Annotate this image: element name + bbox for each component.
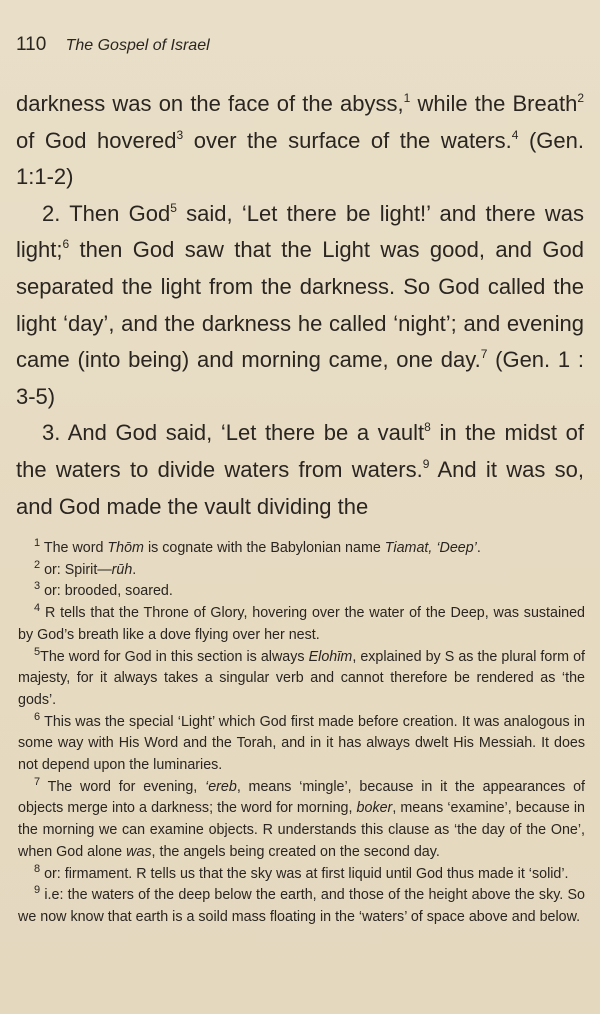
text-run: is cognate with the Babylonian name [143,540,385,556]
footnote-5 [18,647,585,712]
text-run: ‘Deep’ [436,540,477,556]
text-run: i.e: the waters of the deep below the earth, and those of the height above the sky. So we now know that earth is a soild mass floating in the ‘waters’ of space above and below. [18,887,585,925]
footnote-mark: 9 [34,884,41,897]
text-run: then God saw that the Light was good, and God separated the light from the darkness. So God called the light ‘day’, and the darkness he called ‘night’; and evening came (into being) and morning came, one day. [16,237,584,373]
text-run: said, ‘Let there be light!’ and there was light; [16,200,584,263]
footnote-mark: 3 [34,580,41,593]
footnote-4 [18,603,585,646]
footnote-1 [18,538,585,560]
text-run: And it was so, and God made the vault dividing the [16,456,585,519]
footnote-8 [18,864,585,886]
main-text [16,86,584,525]
paragraph-1 [16,86,584,196]
paragraph-3 [16,415,584,525]
footnote-6 [18,712,585,777]
footnote-ref: 7 [480,347,488,362]
footnote-mark: 5 [34,645,41,658]
footnote-ref: 1 [403,91,411,105]
text-run: boker [356,800,393,817]
text-run: R tells that the Throne of Glory, hovering over the water of the Deep, was sustained by God’s breath like a dove flying over her nest. [18,605,585,643]
footnote-ref: 3 [176,127,184,142]
text-run: , means ‘examine’, because in the morning we can examine objects. R understands this clause as ‘the day of the One’, when God alone [18,800,585,860]
text-run: or: firmament. R tells us that the sky was at first liquid until God thus made it ‘solid’. [40,865,569,882]
text-run: The word [40,540,108,556]
footnote-3 [18,581,585,603]
footnote-mark: 6 [34,710,41,723]
text-run: . [476,540,481,556]
page-number: 110 [16,34,47,55]
text-run: , the angels being created on the second day. [151,843,440,860]
footnote-7 [18,777,585,864]
footnote-mark: 2 [34,558,41,571]
text-run: or: brooded, soared. [40,583,173,600]
footnote-mark: 4 [34,602,41,615]
footnote-ref: 6 [62,237,70,252]
text-run: was [126,843,152,860]
text-run: , means ‘mingle’, because in it the appearances of objects merge into a darkness; the word for morning, [18,778,585,817]
footnote-ref: 5 [170,200,177,215]
text-run: of God hovered [16,127,177,153]
text-run: Thōm [107,540,144,556]
footnote-ref: 2 [577,91,584,105]
footnote-ref: 4 [511,127,519,142]
text-run: 3. And God said, ‘Let there be a vault [42,420,425,446]
footnote-9 [18,885,585,928]
text-run: 2. Then God [42,200,171,226]
footnote-2 [18,560,585,582]
text-run: in the midst of the waters to divide waters from waters. [16,420,584,482]
footnote-ref: 8 [424,420,431,435]
text-run: rūh [111,561,133,578]
text-run: or: Spirit— [40,561,112,578]
text-run: (Gen. 1 : 3-5) [16,347,584,409]
text-run: , explained by S as the plural form of majesty, for it always takes a singular verb and cannot therefore be rendered as ‘the gods’. [18,648,585,708]
text-run: The word for God in this section is always [40,648,309,665]
footnote-ref: 9 [422,456,430,471]
text-run: . [132,561,137,578]
book-title: The Gospel of Israel [65,37,210,54]
footnote-mark: 7 [34,775,41,788]
text-run: This was the special ‘Light’ which God first made before creation. It was analogous in some way with His Word and the Torah, and in it has always dwelt His Messiah. It does not depend upon the luminaries. [18,713,585,774]
footnotes [18,538,585,929]
text-run: over the surface of the waters. [183,127,512,153]
text-run: Tiamat, [384,540,433,556]
text-run: ‘ereb [205,778,237,795]
running-header [16,33,210,58]
text-run: darkness was on the face of the abyss, [16,91,404,116]
text-run: (Gen. 1:1-2) [16,127,584,190]
footnote-mark: 1 [34,537,41,549]
text-run: while the Breath [410,91,578,116]
paragraph-2 [16,196,584,416]
footnote-mark: 8 [34,862,41,875]
text-run: The word for evening, [40,778,206,795]
text-run: Elohīm [308,648,353,665]
